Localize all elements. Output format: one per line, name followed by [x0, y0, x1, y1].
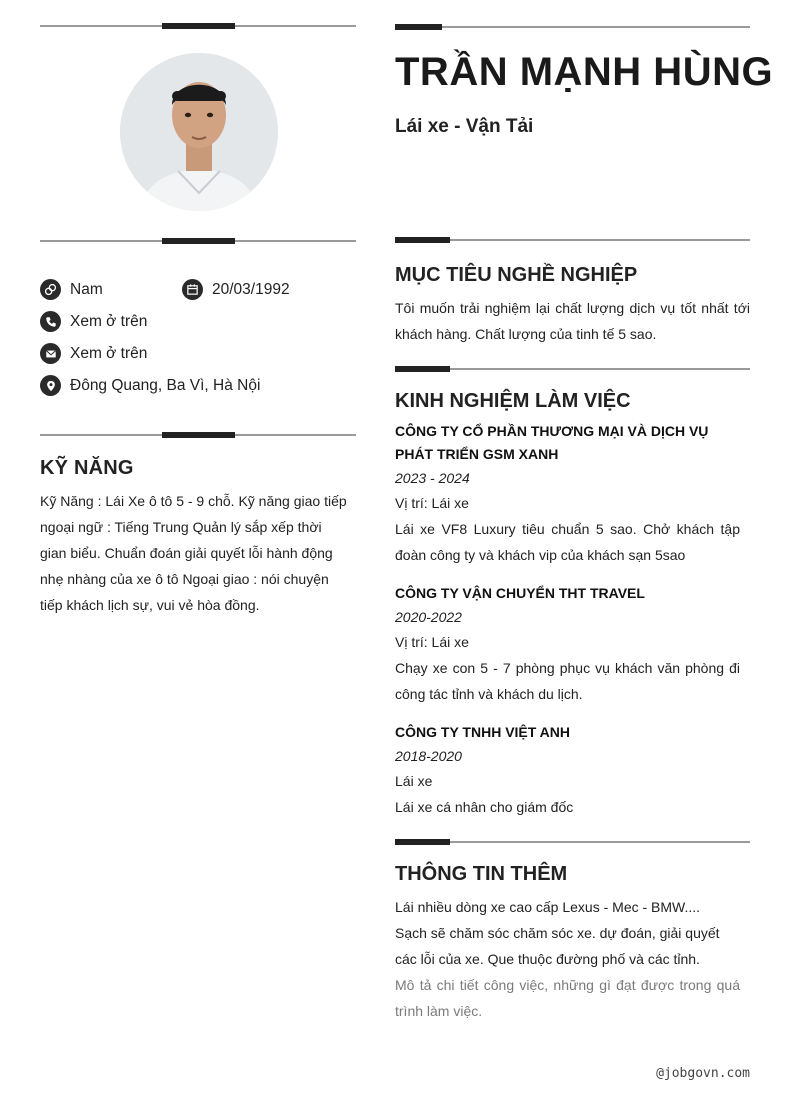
- gender-icon: [40, 279, 61, 300]
- job-company: CÔNG TY CỔ PHẦN THƯƠNG MẠI VÀ DỊCH VỤ PHÁT TRIỂN GSM XANH: [395, 423, 709, 462]
- candidate-role: Lái xe - Vận Tải: [395, 116, 534, 137]
- divider-experience: [395, 368, 750, 370]
- job-company: CÔNG TY TNHH VIỆT ANH: [395, 724, 571, 740]
- divider-above-skills: [40, 434, 356, 436]
- objective-heading: MỤC TIÊU NGHỀ NGHIỆP: [395, 264, 638, 286]
- job-position: Lái xe: [395, 773, 433, 789]
- additional-heading: THÔNG TIN THÊM: [395, 863, 568, 885]
- candidate-name: TRẦN MẠNH HÙNG: [395, 50, 774, 94]
- phone-value: Xem ở trên: [70, 312, 148, 330]
- job-period: 2023 - 2024: [395, 470, 470, 486]
- gender-value: Nam: [70, 280, 103, 298]
- phone-icon: [40, 311, 61, 332]
- job-period: 2018-2020: [395, 748, 462, 764]
- divider-additional: [395, 841, 750, 843]
- profile-photo: [120, 53, 278, 211]
- calendar-icon: [182, 279, 203, 300]
- additional-text: Lái nhiều dòng xe cao cấp Lexus - Mec - BMW.... Sạch sẽ chăm sóc chăm sóc xe. dự đoán, giải quyết các lỗi của xe. Que thuộc đường phố và các tỉnh.: [395, 899, 720, 967]
- email-row: [40, 343, 147, 364]
- divider-top-left: [40, 25, 356, 27]
- portrait-illustration: [120, 53, 278, 211]
- skills-heading: KỸ NĂNG: [40, 457, 134, 479]
- additional-placeholder: Mô tả chi tiết công việc, những gì đạt được trong quá trình làm việc.: [395, 977, 740, 1019]
- job-position: Vị trí: Lái xe: [395, 634, 469, 650]
- job-description: Lái xe VF8 Luxury tiêu chuẩn 5 sao. Chở khách tập đoàn công ty và khách vip của khách sạn 5sao: [395, 521, 740, 563]
- experience-heading: KINH NGHIỆM LÀM VIỆC: [395, 390, 631, 412]
- job-period: 2020-2022: [395, 609, 462, 625]
- skills-text: Kỹ Năng : Lái Xe ô tô 5 - 9 chỗ. Kỹ năng giao tiếp ngoại ngữ : Tiếng Trung Quản lý sắp xếp thời gian biểu. Chuẩn đoán giải quyết lỗi hành động nhẹ nhàng của xe ô tô Ngoại giao : nói chuyện tiếp khách lịch sự, vui vẻ hòa đồng.: [40, 493, 347, 613]
- email-icon: [40, 343, 61, 364]
- divider-objective: [395, 239, 750, 241]
- phone-row: [40, 311, 147, 332]
- gender-row: [40, 279, 103, 300]
- job-company: CÔNG TY VẬN CHUYỂN THT TRAVEL: [395, 585, 645, 601]
- address-value: Đông Quang, Ba Vì, Hà Nội: [70, 376, 261, 394]
- location-pin-icon: [40, 375, 61, 396]
- birthdate-value: 20/03/1992: [212, 280, 290, 298]
- address-row: [40, 375, 260, 396]
- watermark: @jobgovn.com: [656, 1066, 750, 1081]
- job-description: Chạy xe con 5 - 7 phòng phục vụ khách văn phòng đi công tác tỉnh và khách du lịch.: [395, 660, 740, 702]
- divider-top-right: [395, 26, 750, 28]
- email-value: Xem ở trên: [70, 344, 148, 362]
- divider-under-photo: [40, 240, 356, 242]
- job-description: Lái xe cá nhân cho giám đốc: [395, 799, 574, 815]
- birthdate-row: [182, 279, 290, 300]
- job-position: Vị trí: Lái xe: [395, 495, 469, 511]
- objective-text: Tôi muốn trải nghiệm lại chất lượng dịch vụ tốt nhất tới khách hàng. Chất lượng của tinh tế 5 sao.: [395, 300, 750, 342]
